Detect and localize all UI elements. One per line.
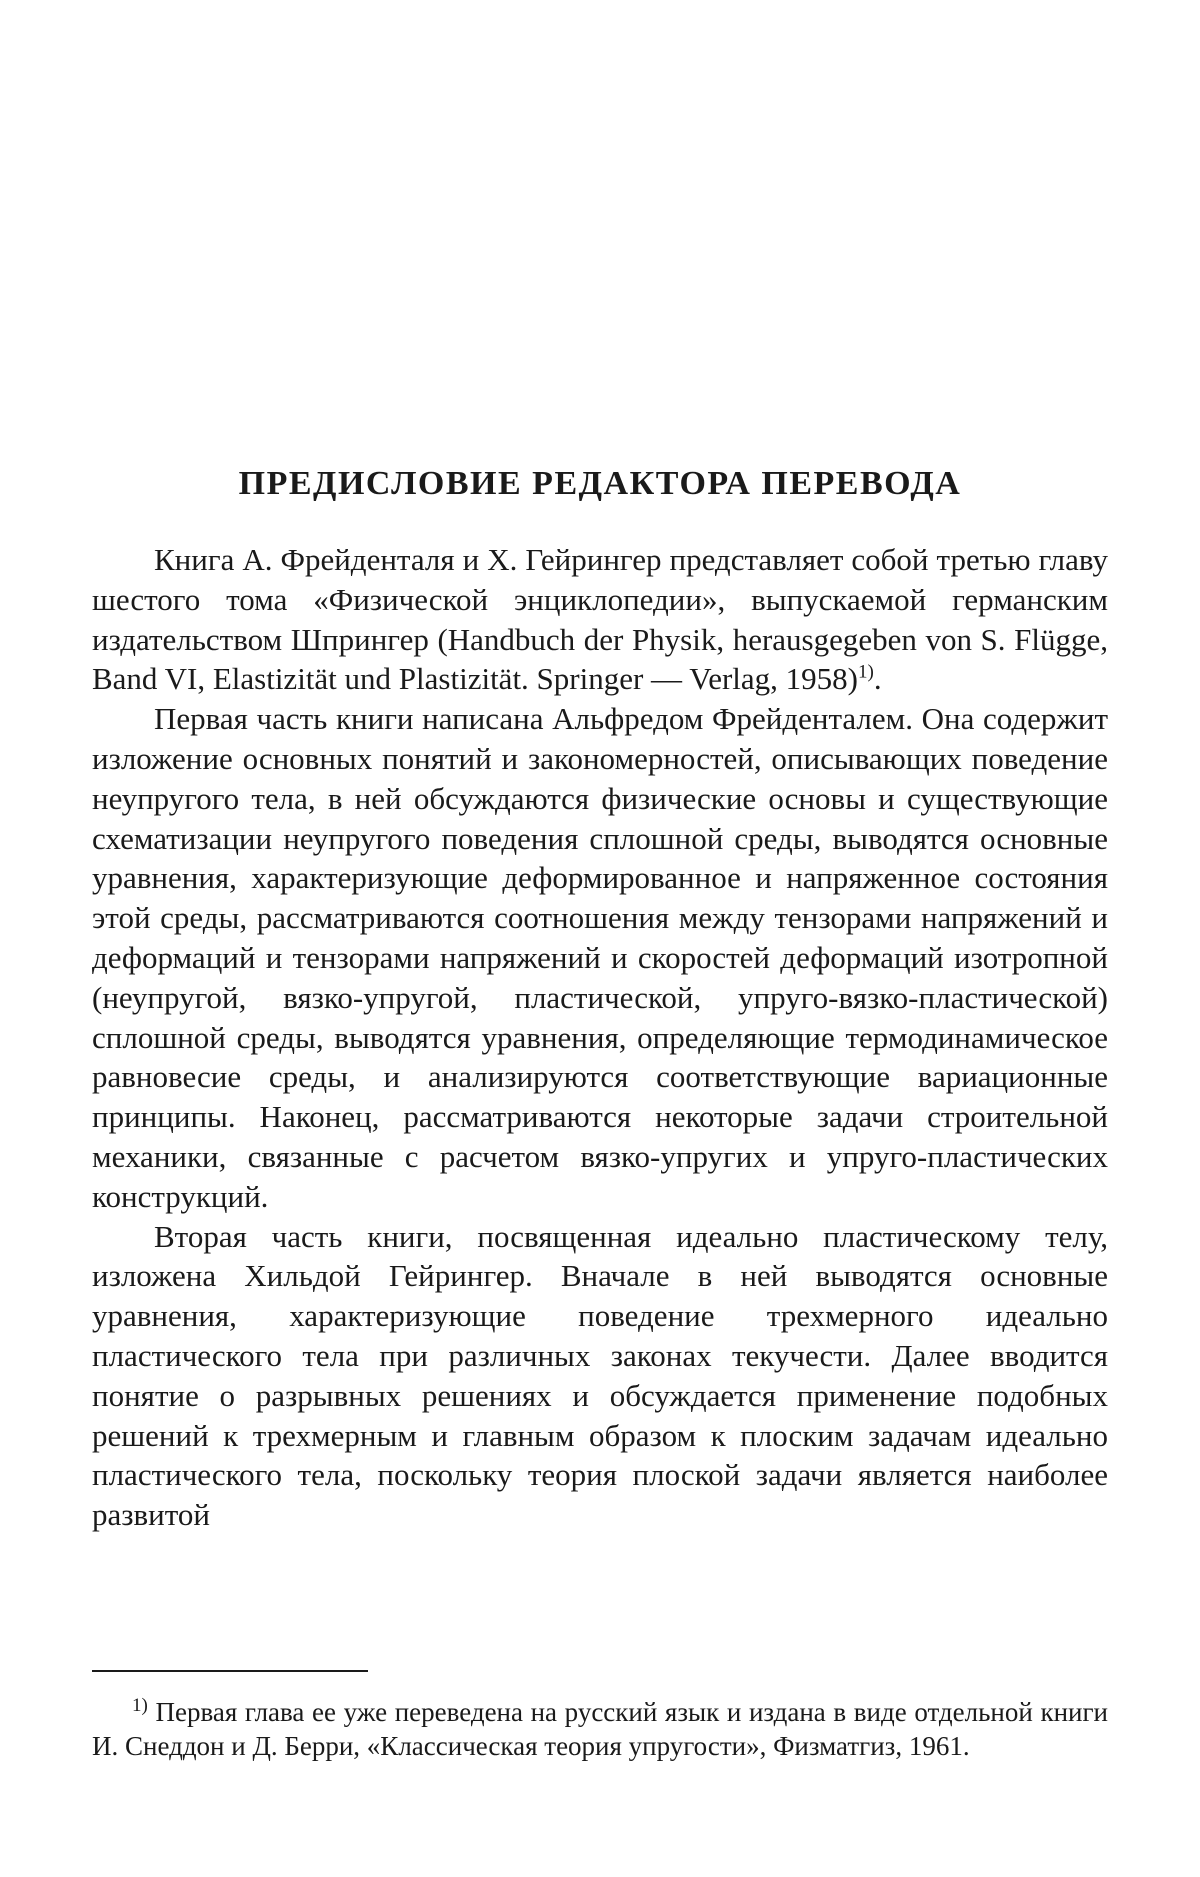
- footnote-reference: 1): [857, 662, 874, 684]
- footnote-divider: [92, 1670, 368, 1672]
- footnote-body: Первая глава ее уже переведена на русский язык и издана в виде отдельной книги И. Снеддон и Д. Берри, «Классическая теория упругости», Физматгиз, 1961.: [92, 1697, 1108, 1761]
- main-text: [92, 540, 1108, 1535]
- footnote-text: [92, 1695, 1108, 1763]
- paragraph-1-text: Книга А. Фрейденталя и Х. Гейрингер представляет собой третью главу шестого тома «Физической энциклопедии», выпускаемой германским издательством Шпрингер (Handbuch der Physik, herausgegeben von S. Flügge, Band VI, Elastizität und Plastizität. Springer — Verlag, 1958): [92, 542, 1108, 697]
- page-title: ПРЕДИСЛОВИЕ РЕДАКТОРА ПЕРЕВОДА: [238, 465, 962, 502]
- paragraph-3: Вторая часть книги, посвященная идеально пластическому телу, изложена Хильдой Гейрингер. Вначале в ней выводятся основные уравнения, характеризующие поведение трехмерного идеально пластического тела при различных законах текучести. Далее вводится понятие о разрывных решениях и обсуждается применение подобных решений к трехмерным и главным образом к плоским задачам идеально пластического тела, поскольку теория плоской задачи является наиболее развитой: [92, 1218, 1108, 1533]
- paragraph-1: [92, 540, 1108, 699]
- footnote-mark: 1): [132, 1695, 148, 1716]
- paragraph-2: Первая часть книги написана Альфредом Фрейденталем. Она содержит изложение основных понятий и закономерностей, описывающих поведение неупругого тела, в ней обсуждаются физические основы и существующие схематизации неупругого поведения сплошной среды, выводятся основные уравнения, характеризующие деформированное и напряженное состояния этой среды, рассматриваются соотношения между тензорами напряжений и деформаций и тензорами напряжений и скоростей деформаций изотропной (неупругой, вязко-упругой, пластической, упруго-вязко-пластической) сплошной среды, выводятся уравнения, определяющие термодинамическое равновесие среды, и анализируются соответствующие вариационные принципы. Наконец, рассматриваются некоторые задачи строительной механики, связанные с расчетом вязко-упругих и упруго-пластических конструкций.: [92, 701, 1108, 1214]
- paragraph-1-tail: .: [873, 661, 882, 697]
- footnote: [92, 1695, 1108, 1763]
